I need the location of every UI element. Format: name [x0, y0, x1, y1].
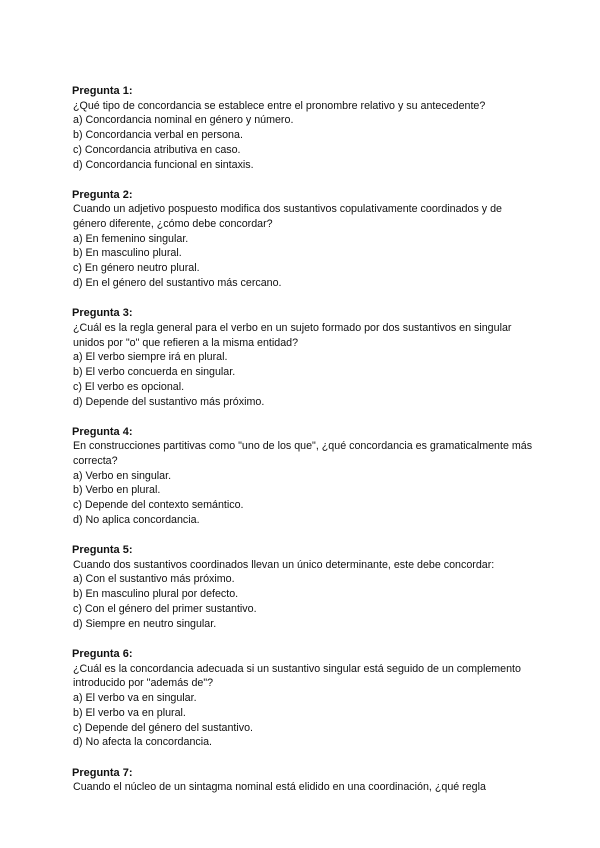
- option-b: b) Verbo en plural.: [73, 484, 161, 497]
- option-b: b) El verbo concuerda en singular.: [73, 365, 236, 378]
- question-5: [72, 543, 534, 631]
- question-6: [72, 647, 534, 750]
- question-7: [72, 766, 534, 795]
- options-list: [72, 572, 534, 631]
- option-d: d) No afecta la concordancia.: [73, 736, 213, 749]
- option-c: c) Concordancia atributiva en caso.: [73, 143, 241, 156]
- question-text: Cuando dos sustantivos coordinados llevan un único determinante, este debe concordar:: [73, 558, 495, 571]
- option-d: d) Concordancia funcional en sintaxis.: [73, 158, 254, 171]
- options-list: [72, 469, 534, 528]
- option-a: a) Con el sustantivo más próximo.: [73, 573, 235, 586]
- option-a: a) El verbo siempre irá en plural.: [73, 351, 228, 364]
- option-d: d) Siempre en neutro singular.: [73, 617, 217, 630]
- option-b: b) El verbo va en plural.: [73, 706, 186, 719]
- option-a: a) El verbo va en singular.: [73, 691, 197, 704]
- question-title: Pregunta 2:: [72, 188, 133, 201]
- question-title: Pregunta 4:: [72, 425, 133, 438]
- options-list: [72, 113, 534, 172]
- question-4: [72, 425, 534, 528]
- option-d: d) En el género del sustantivo más cercano.: [73, 277, 282, 290]
- option-d: d) Depende del sustantivo más próximo.: [73, 395, 265, 408]
- question-text: Cuando un adjetivo pospuesto modifica dos sustantivos copulativamente coordinados y de género diferente, ¿cómo debe concordar?: [73, 203, 502, 231]
- option-b: b) En masculino plural.: [73, 247, 182, 260]
- question-1: [72, 84, 534, 172]
- option-c: c) El verbo es opcional.: [73, 380, 185, 393]
- question-title: Pregunta 3:: [72, 307, 133, 320]
- option-c: c) Depende del género del sustantivo.: [73, 721, 254, 734]
- question-title: Pregunta 1:: [72, 85, 133, 97]
- document-page: [72, 84, 534, 810]
- question-title: Pregunta 5:: [72, 544, 133, 557]
- question-title: Pregunta 6:: [72, 648, 133, 661]
- options-list: [72, 691, 534, 750]
- question-text: En construcciones partitivas como "uno de los que", ¿qué concordancia es gramaticalmente más correcta?: [73, 440, 533, 467]
- options-list: [72, 232, 534, 291]
- option-b: b) En masculino plural por defecto.: [73, 588, 239, 601]
- option-c: c) Con el género del primer sustantivo.: [73, 603, 257, 616]
- option-c: c) En género neutro plural.: [73, 262, 200, 275]
- options-list: [72, 350, 534, 409]
- question-2: [72, 188, 534, 291]
- option-b: b) Concordancia verbal en persona.: [73, 128, 243, 141]
- option-c: c) Depende del contexto semántico.: [73, 499, 244, 512]
- option-d: d) No aplica concordancia.: [73, 513, 200, 526]
- question-3: [72, 306, 534, 409]
- option-a: a) Verbo en singular.: [73, 469, 172, 482]
- question-text: Cuando el núcleo de un sintagma nominal está elidido en una coordinación, ¿qué regla: [73, 781, 486, 794]
- question-text: ¿Cuál es la regla general para el verbo en un sujeto formado por dos sustantivos en singular unidos por "o" que refieren a la misma entidad?: [73, 321, 512, 349]
- question-text: ¿Qué tipo de concordancia se establece entre el pronombre relativo y su antecedente?: [73, 99, 486, 112]
- option-a: a) En femenino singular.: [73, 232, 189, 245]
- question-text: ¿Cuál es la concordancia adecuada si un sustantivo singular está seguido de un complemento introducido por "además de"?: [73, 662, 521, 690]
- option-a: a) Concordancia nominal en género y número.: [73, 114, 294, 127]
- question-title: Pregunta 7:: [72, 766, 133, 779]
